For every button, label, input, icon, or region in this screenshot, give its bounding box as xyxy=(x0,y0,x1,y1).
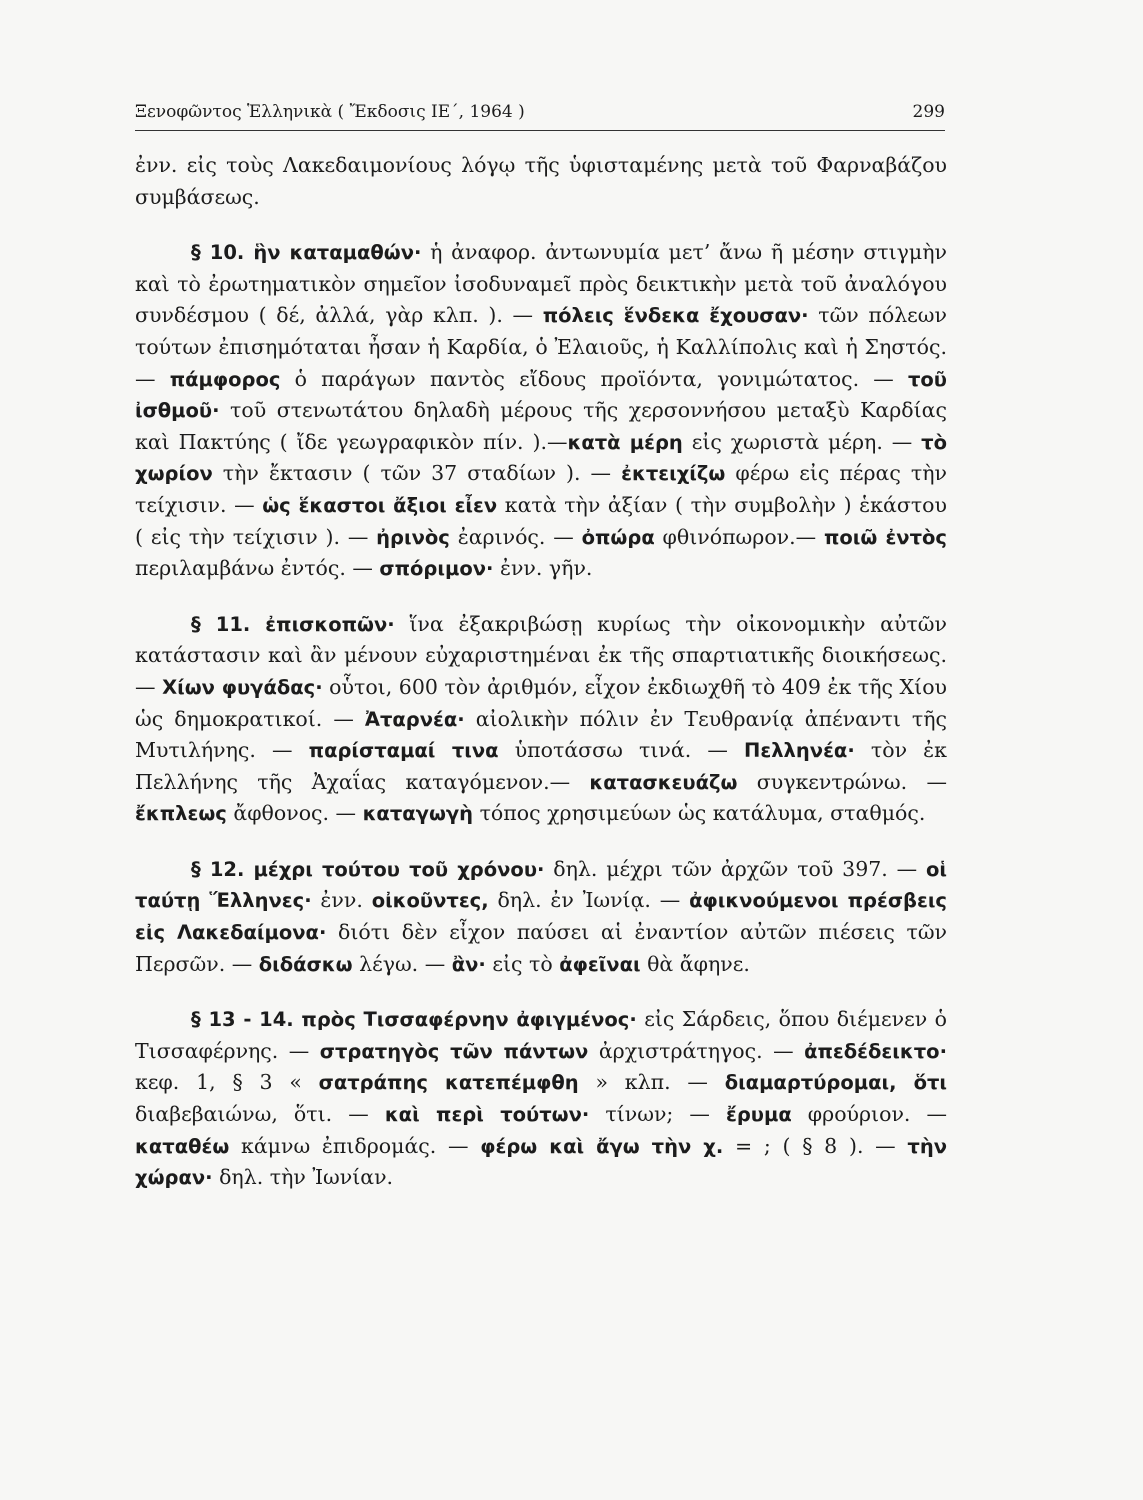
gloss-text: θὰ ἄφηνε. xyxy=(640,951,750,976)
running-header xyxy=(135,96,945,131)
commentary-paragraph xyxy=(135,237,947,585)
gloss-text: εἰς τὸ xyxy=(485,951,560,976)
gloss-text: τοῦ στενωτάτου δηλαδὴ μέρους τῆς χερσοννήσου μεταξὺ Καρδίας καὶ Πακτύης ( ἴδε γεωγραφικὸν πίν. ).— xyxy=(135,398,947,454)
gloss-text: ὑποτάσσω τινά. — xyxy=(498,738,745,763)
lemma-term: τὴν χώραν· xyxy=(135,1134,947,1190)
lemma-term: τοῦ ἰσθμοῦ· xyxy=(135,367,947,423)
lemma-term: § 10. ἣν καταμαθών· xyxy=(191,241,422,265)
lemma-term: στρατηγὸς τῶν πάντων xyxy=(319,1039,589,1063)
lemma-term: οἰκοῦντες, xyxy=(371,889,489,913)
gloss-text: ἵνα ἐξακριβώσῃ κυρίως τὴν οἰκονομικὴν αὐτῶν κατάστασιν καὶ ἂν μένουν εὐχαριστημέναι ἐκ τῆς σπαρτιατικῆς διοικήσεως. — xyxy=(135,611,947,699)
gloss-text: λέγω. — xyxy=(352,951,452,976)
lemma-term: ὀπώρα xyxy=(581,525,655,549)
gloss-text: περιλαμβάνω ἐντός. — xyxy=(135,556,380,581)
header-title: Ξενοφῶντος Ἑλληνικὰ ( Ἔκδοσις ΙΕ΄, 1964 ) xyxy=(135,102,525,122)
lemma-term: σατράπης κατεπέμφθη xyxy=(318,1071,579,1095)
gloss-text: τόπος χρησιμεύων ὡς κατάλυμα, σταθμός. xyxy=(473,801,926,826)
gloss-text: ἐνν. εἰς τοὺς Λακεδαιμονίους λόγῳ τῆς ὑφισταμένης μετὰ τοῦ Φαρναβάζου συμβάσεως. xyxy=(135,153,947,209)
gloss-text: κάμνω ἐπιδρομάς. — xyxy=(229,1133,481,1158)
lemma-term: ἔκπλεως xyxy=(135,802,227,826)
gloss-text: διαβεβαιώνω, ὅτι. — xyxy=(135,1102,385,1127)
lemma-term: ἂν· xyxy=(451,952,486,976)
gloss-text: ἄφθονος. — xyxy=(226,801,363,826)
lemma-term: σπόριμον· xyxy=(379,557,494,581)
gloss-text: φέρω εἰς πέρας τὴν τείχισιν. — xyxy=(135,461,947,517)
gloss-text: συγκεντρώνω. — xyxy=(737,769,947,794)
gloss-text: αἰολικὴν πόλιν ἐν Τευθρανίᾳ ἀπέναντι τῆς Μυτιλήνης. — xyxy=(135,706,947,763)
lemma-term: § 12. μέχρι τούτου τοῦ χρόνου· xyxy=(191,857,545,881)
lemma-term: ἠρινὸς xyxy=(376,525,450,549)
gloss-text: = ; ( § 8 ). — xyxy=(723,1133,908,1158)
lemma-term: καταθέω xyxy=(135,1134,230,1158)
lemma-term: καὶ περὶ τούτων· xyxy=(384,1103,590,1127)
gloss-text: δηλ. μέχρι τῶν ἀρχῶν τοῦ 397. — xyxy=(544,856,926,881)
gloss-text: τὸν ἐκ Πελλήνης τῆς Ἀχαΐας καταγόμενον.— xyxy=(135,738,947,794)
gloss-text: κατὰ τὴν ἀξίαν ( τὴν συμβολὴν ) ἑκάστου ( εἰς τὴν τείχισιν ). — xyxy=(135,492,947,549)
lemma-term: πόλεις ἕνδεκα ἔχουσαν· xyxy=(542,304,809,328)
gloss-text: ἀρχιστράτηγος. — xyxy=(588,1038,805,1063)
gloss-text: τὴν ἔκτασιν ( τῶν 37 σταδίων ). — xyxy=(212,461,622,486)
gloss-text: φρούριον. — xyxy=(791,1102,947,1127)
lemma-term: ἔρυμα xyxy=(725,1103,792,1127)
gloss-text: τίνων; — xyxy=(589,1102,726,1127)
lemma-term: Πελληνέα· xyxy=(744,739,855,763)
lemma-term: ὡς ἕκαστοι ἄξιοι εἶεν xyxy=(262,493,498,517)
lemma-term: τὸ χωρίον xyxy=(135,430,948,486)
lemma-term: φέρω καὶ ἄγω τὴν χ. xyxy=(480,1134,724,1158)
commentary-body xyxy=(135,150,947,1218)
lemma-term: ποιῶ ἐντὸς xyxy=(823,525,947,549)
gloss-text: δηλ. ἐν Ἰωνίᾳ. — xyxy=(488,888,690,913)
lemma-term: παρίσταμαί τινα xyxy=(308,739,499,763)
gloss-text: εἰς χωριστὰ μέρη. — xyxy=(682,429,922,454)
page-number: 299 xyxy=(912,102,945,122)
gloss-text: ὁ παράγων παντὸς εἴδους προϊόντα, γονιμώτατος. — xyxy=(280,366,908,391)
gloss-text: » κλπ. — xyxy=(578,1070,725,1095)
commentary-paragraph xyxy=(135,854,947,980)
gloss-text: διότι δὲν εἶχον παύσει αἱ ἐναντίον αὐτῶν πιέσεις τῶν Περσῶν. — xyxy=(135,920,947,976)
lemma-term: καταγωγὴ xyxy=(362,802,474,826)
gloss-text: ἡ ἀναφορ. ἀντωνυμία μετ’ ἄνω ῆ μέσην στιγμὴν καὶ τὸ ἐρωτηματικὸν σημεῖον ἰσοδυναμεῖ πρὸς δεικτικὴν μετὰ τοῦ ἀναλόγου συνδέσμου ( δέ, ἀλλά, γὰρ κλπ. ). — xyxy=(135,240,948,328)
lemma-term: ἀπεδέδεικτο· xyxy=(804,1039,947,1063)
lemma-term: ἀφεῖναι xyxy=(559,952,641,976)
lemma-term: πάμφορος xyxy=(169,367,281,391)
lemma-term: Χίων φυγάδας· xyxy=(162,675,323,699)
lemma-term: διδάσκω xyxy=(258,952,353,976)
lemma-term: οἱ ταύτῃ Ἕλληνες· xyxy=(135,857,947,913)
lemma-term: ἀφικνούμενοι πρέσβεις εἰς Λακεδαίμονα· xyxy=(135,889,947,945)
lemma-term: κατασκευάζω xyxy=(589,770,738,794)
lemma-term: § 13 - 14. πρὸς Τισσαφέρνην ἀφιγμένος· xyxy=(191,1008,637,1032)
gloss-text: κεφ. 1, § 3 « xyxy=(135,1070,319,1095)
gloss-text: ἐνν. xyxy=(311,888,372,913)
commentary-paragraph xyxy=(135,1004,947,1194)
commentary-paragraph xyxy=(135,609,947,830)
lemma-term: Ἀταρνέα· xyxy=(364,707,465,731)
gloss-text: εἰς Σάρδεις, ὅπου διέμενεν ὁ Τισσαφέρνης. — xyxy=(135,1007,947,1063)
commentary-paragraph xyxy=(135,150,947,213)
gloss-text: ἐνν. γῆν. xyxy=(493,556,593,581)
gloss-text: τῶν πόλεων τούτων ἐπισημόταται ἦσαν ἡ Καρδία, ὁ Ἐλαιοῦς, ἡ Καλλίπολις καὶ ἡ Σηστός. — xyxy=(135,303,947,391)
lemma-term: κατὰ μέρη xyxy=(567,430,683,454)
gloss-text: δηλ. τὴν Ἰωνίαν. xyxy=(212,1165,394,1190)
lemma-term: ἐκτειχίζω xyxy=(621,462,726,486)
gloss-text: φθινόπωρον.— xyxy=(654,524,824,549)
lemma-term: § 11. ἐπισκοπῶν· xyxy=(191,612,395,636)
gloss-text: ἐαρινός. — xyxy=(449,524,582,549)
lemma-term: διαμαρτύρομαι, ὅτι xyxy=(724,1071,948,1095)
gloss-text: οὗτοι, 600 τὸν ἀριθμόν, εἶχον ἐκδιωχθῆ τὸ 409 ἐκ τῆς Χίου ὡς δημοκρατικοί. — xyxy=(135,674,947,731)
